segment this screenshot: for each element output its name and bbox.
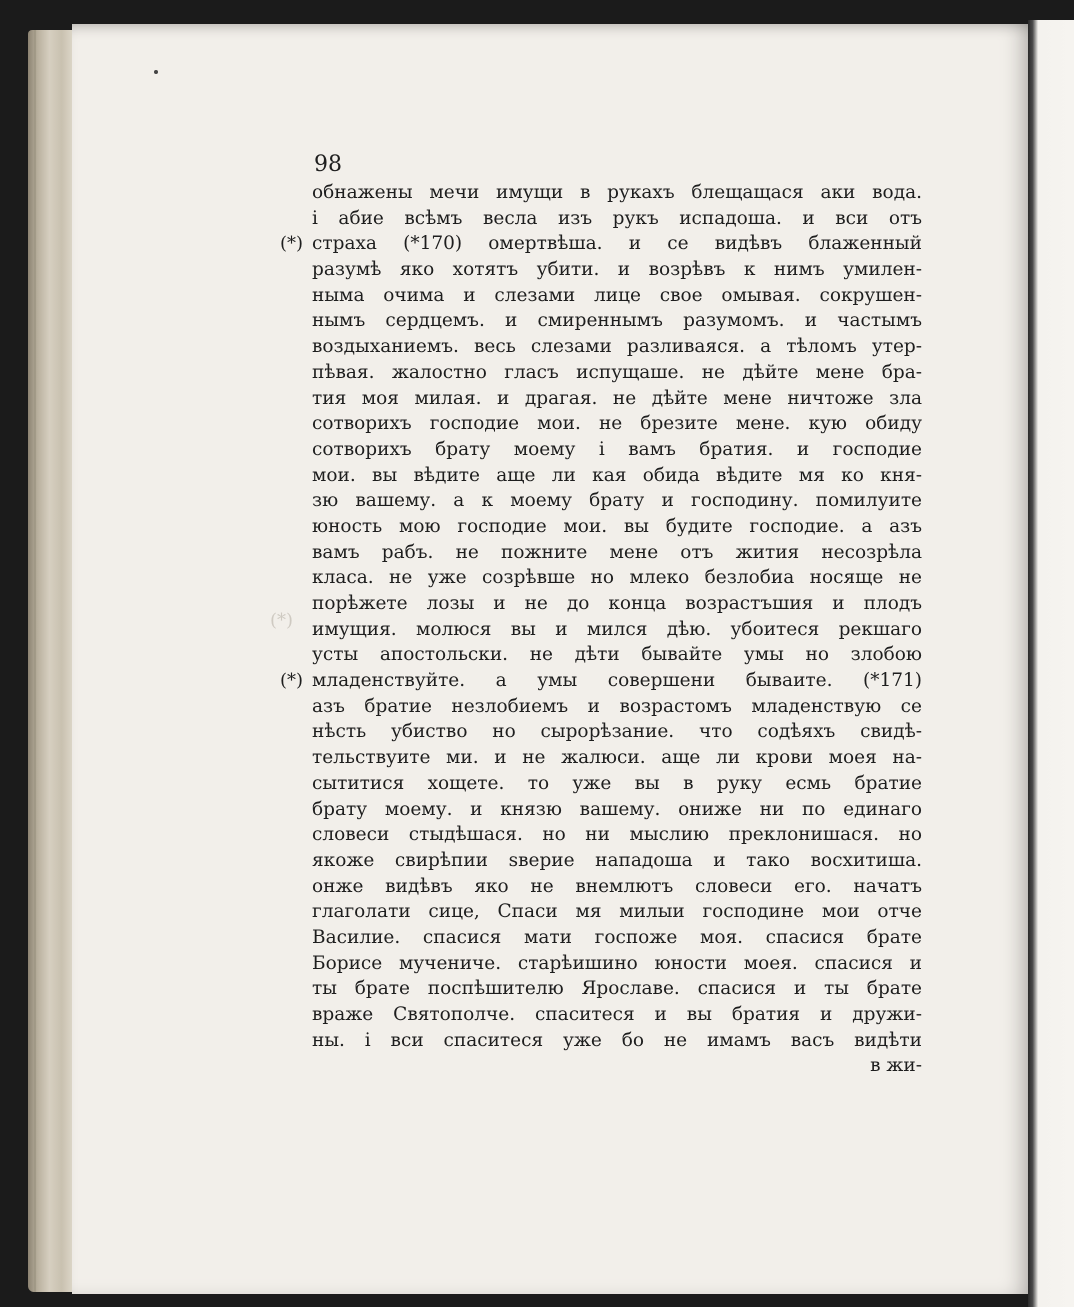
text-line: воздыханиемъ. весь слезами разливаяся. а тѣломъ утер- (312, 336, 922, 358)
show-through-marker: (*) (270, 610, 294, 631)
text-line: зю вашему. а к моему брату и господину. помилуите (312, 490, 922, 512)
text-line: словеси стыдѣшася. но ни мыслию преклонишася. но (312, 824, 922, 846)
text-line: нымъ сердцемъ. и смиреннымъ разумомъ. и частымъ (312, 310, 922, 332)
text-line: Василие. спасися мати госпоже моя. спасися брате (312, 926, 922, 948)
page-number: 98 (314, 152, 342, 177)
text-line: глаголати сице, Спаси мя милыи господине мои отче (312, 901, 922, 923)
text-line: тельствуите ми. и не жалюси. аще ли крови моея на- (312, 747, 922, 769)
text-line: азъ братие незлобиемъ и возрастомъ младенствую се (312, 695, 922, 717)
page-block-edge (28, 30, 76, 1292)
text-line: имущия. молюся вы и мился дѣю. убоитеся рекшаго (312, 618, 922, 640)
text-line: сотворихъ брату моему і вамъ братия. и господие (312, 438, 922, 460)
margin-note-marker: (*) (280, 233, 304, 255)
text-line: пѣвая. жалостно гласъ испущаше. не дѣйте мене бра- (312, 361, 922, 383)
text-line: ты брате поспѣшителю Ярославе. спасися и ты брате (312, 978, 922, 1000)
text-line: юность мою господие мои. вы будите господие. а азъ (312, 515, 922, 537)
ink-speck (154, 70, 158, 74)
text-line: ныма очима и слезами лице свое омывая. сокрушен- (312, 284, 922, 306)
text-line: порѣжете лозы и не до конца возрастъшия и плодъ (312, 593, 922, 614)
text-line: нѣсть убиство но сырорѣзание. что содѣяхъ свидѣ- (312, 721, 922, 743)
text-line: і абие всѣмъ весла изъ рукъ испадоша. и вси отъ (312, 207, 922, 229)
text-line: усты апостольски. не дѣти бывайте умы но злобою (312, 644, 922, 666)
text-line: младенствуйте. а умы совершени бываите. (*171) (312, 670, 922, 692)
text-line: враже Святополче. спаситеся и вы братия и дружи- (312, 1004, 922, 1025)
text-line: вамъ рабъ. не пожните мене отъ жития несозрѣла (312, 541, 922, 563)
text-line: мои. вы вѣдите аще ли кая обида вѣдите мя ко кня- (312, 464, 922, 486)
margin-note-marker: (*) (280, 670, 304, 692)
text-line: в жи- (870, 1055, 922, 1077)
text-line: разумѣ яко хотятъ убити. и возрѣвъ к нимъ умилен- (312, 259, 922, 281)
text-line: страха (*170) омертвѣша. и се видѣвъ блаженный (312, 233, 922, 255)
text-line: сотворихъ господие мои. не брезите мене. кую обиду (312, 413, 922, 435)
text-line: брату моему. и князю вашему. ониже ни по единаго (312, 798, 922, 820)
text-line: онже видѣвъ яко не внемлютъ словеси его. начатъ (312, 875, 922, 897)
text-line: якоже свирѣпии ѕверие нападоша и тако восхитиша. (312, 849, 922, 871)
text-line: сытитися хощете. то уже вы в руку есмь братие (312, 772, 922, 794)
text-line: Борисе мучениче. старѣишино юности моея. спасися и (312, 952, 922, 974)
facing-page-edge (1028, 20, 1074, 1307)
text-line: класа. не уже созрѣвше но млеко безлобиа носяще не (312, 567, 922, 589)
text-line: ны. і вси спаситеся уже бо не имамъ васъ видѣти (312, 1029, 922, 1051)
text-line: обнажены мечи имущи в рукахъ блещащася аки вода. (312, 182, 922, 203)
body-text (312, 180, 922, 1079)
text-line: тия моя милая. и драгая. не дѣйте мене ничтоже зла (312, 387, 922, 409)
